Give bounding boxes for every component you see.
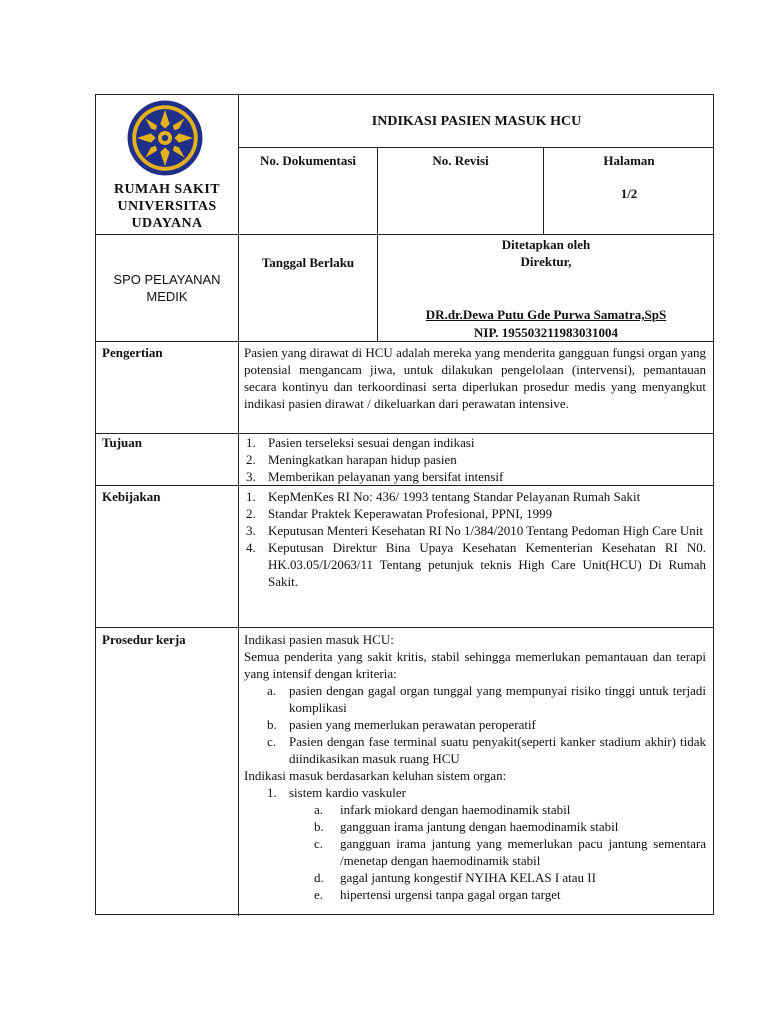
definition-label: Pengertian [102,345,163,360]
list-item: b. pasien yang memerlukan perawatan peroperatif [267,717,536,732]
procedure-intro: Indikasi pasien masuk HCU: [244,632,394,647]
revision-number-label: No. Revisi [432,153,489,168]
list-item: a. pasien dengan gagal organ tunggal yang mempunyai risiko tinggi untuk terjadi komplikasi [267,683,706,715]
list-item: b. gangguan irama jantung dengan haemodinamik stabil [314,819,619,834]
document-title: INDIKASI PASIEN MASUK HCU [371,114,582,129]
page-value: 1/2 [620,186,638,201]
list-item: 3. Memberikan pelayanan yang bersifat intensif [246,469,504,484]
spo-label: SPO PELAYANAN MEDIK [113,272,221,304]
list-item: 2. Meningkatkan harapan hidup pasien [246,452,457,467]
organ-system-intro: Indikasi masuk berdasarkan keluhan sistem organ: [244,768,507,783]
doc-number-label: No. Dokumentasi [259,153,357,168]
list-item: 1. KepMenKes RI No: 436/ 1993 tentang Standar Pelayanan Rumah Sakit [246,489,641,504]
approver-title: Direktur, [520,254,572,269]
organ-system-heading: 1. sistem kardio vaskuler [267,785,406,800]
objective-label: Tujuan [102,435,142,450]
procedure-label: Prosedur kerja [102,632,186,647]
director-name: DR.dr.Dewa Putu Gde Purwa Samatra,SpS [425,307,667,322]
university-seal-logo [126,99,204,177]
definition-text: Pasien yang dirawat di HCU adalah mereka yang menderita gangguan fungsi organ yang potensial mengancam jiwa, untuk dilakukan pengelolaan (intervensi), pemantauan secara kontinyu dan terkoordinasi serta diperlukan prosedur medis yang menyangkut indikasi pasien dirawat / dikeluarkan dari perawatan intensive. [244,345,706,411]
spo-document [95,94,714,915]
objective-list [244,434,706,485]
list-item: 3. Keputusan Menteri Kesehatan RI No 1/384/2010 Tentang Pedoman High Care Unit [246,523,703,538]
list-item: c. gangguan irama jantung yang memerlukan pacu jantung sementara /menetap dengan haemodinamik stabil [314,836,706,868]
page-label: Halaman [603,153,655,168]
procedure-criteria-intro: Semua penderita yang sakit kritis, stabil sehingga memerlukan pemantauan dan terapi yang intensif dengan kriteria: [244,649,706,681]
policy-list [244,488,706,590]
list-item: 1. Pasien terseleksi sesuai dengan indikasi [246,435,475,450]
list-item: e. hipertensi urgensi tanpa gagal organ target [314,887,561,902]
effective-date-label: Tanggal Berlaku [261,255,355,270]
approved-by-label: Ditetapkan oleh [501,237,591,252]
list-item: a. infark miokard dengan haemodinamik stabil [314,802,571,817]
hospital-name: RUMAH SAKIT UNIVERSITAS UDAYANA [114,182,220,231]
list-item: d. gagal jantung kongestif NYIHA KELAS I atau II [314,870,596,885]
procedure-content [244,631,706,903]
list-item: 4. Keputusan Direktur Bina Upaya Kesehatan Kementerian Kesehatan RI N0. HK.03.05/I/2063/11 Tentang petunjuk teknis High Care Unit(HCU) Di Rumah Sakit. [246,540,706,589]
hospital-header-cell [96,95,238,234]
list-item: c. Pasien dengan fase terminal suatu penyakit(seperti kanker stadium akhir) tidak diindikasikan masuk ruang HCU [267,734,706,766]
policy-label: Kebijakan [102,489,161,504]
list-item: 2. Standar Praktek Keperawatan Profesional, PPNI, 1999 [246,506,553,521]
director-nip: NIP. 195503211983031004 [474,325,618,340]
